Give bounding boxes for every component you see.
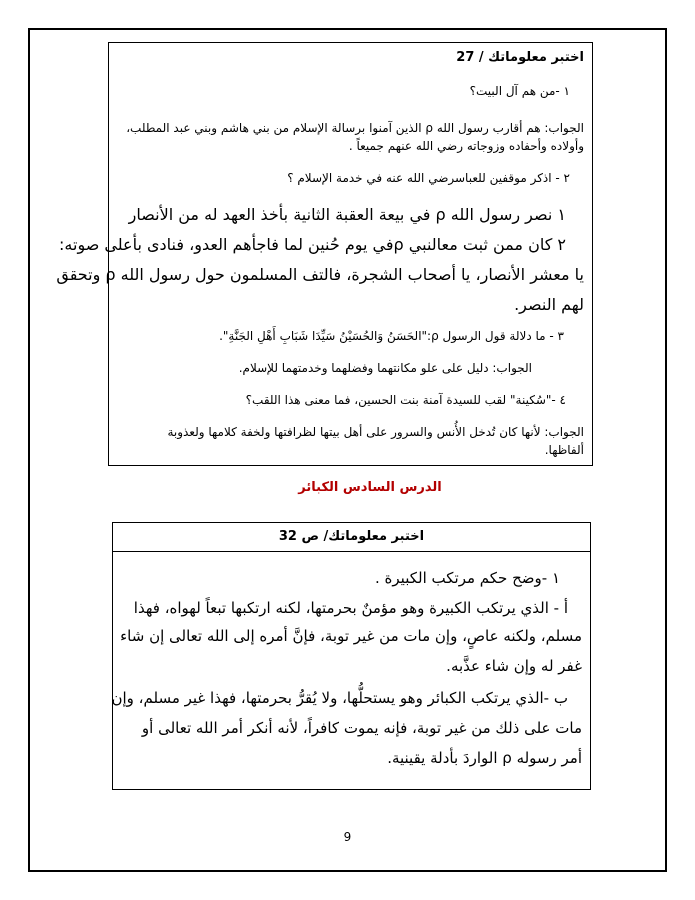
answer-2-line-1: ١ نصر رسول الله ρ في بيعة العقبة الثانية بأخذ العهد له من الأنصار bbox=[128, 205, 566, 224]
answer-b-line-2: مات على ذلك من غير توبة، فإنه يموت كافراً، لأنه أنكر أمر الله تعالى أو bbox=[141, 719, 582, 737]
question-2: ٢ - اذكر موقفين للعباسرضي الله عنه في خدمة الإسلام ؟ bbox=[287, 171, 570, 185]
question-4: ٤ -"سُكينة" لقب للسيدة آمنة بنت الحسين، فما معنى هذا اللقب؟ bbox=[245, 393, 566, 407]
box-title: اختبر معلوماتك/ ص 32 bbox=[113, 523, 590, 552]
answer-a-line-1: أ - الذي يرتكب الكبيرة وهو مؤمنٌ بحرمتها، لكنه ارتكبها تبعاً لهواه، فهذا bbox=[133, 599, 568, 617]
answer-3: الجواب: دليل على علو مكانتهما وفضلهما وخدمتهما للإسلام. bbox=[238, 361, 532, 375]
answer-2-line-2: ٢ كان ممن ثبت معالنبي ρفي يوم حُنين لما فاجأهم العدو، فنادى بأعلى صوته: bbox=[59, 235, 566, 254]
answer-2-line-4: لهم النصر. bbox=[514, 295, 584, 314]
question-1: ١ -من هم آل البيت؟ bbox=[469, 84, 570, 98]
answer-a-line-3: غفر له وإن شاء عذَّبه. bbox=[446, 657, 582, 675]
question-3: ٣ - ما دلالة قول الرسول ρ:"الحَسَنُ وَالحُسَيْنُ سَيِّدَا شَبَابِ أَهْلِ الجَنَّةِ". bbox=[219, 329, 564, 343]
page-number: 9 bbox=[343, 830, 352, 844]
lesson-title: الدرس السادس الكبائر bbox=[298, 480, 442, 495]
answer-1-line-2: وأولاده وأحفاده وزوجاته رضي الله عنهم جميعاً . bbox=[348, 139, 584, 153]
answer-a-line-2: مسلم، ولكنه عاصٍ، وإن مات من غير توبة، فإنَّ أمره إلى الله تعالى إن شاء bbox=[120, 627, 582, 645]
answer-b-line-1: ب -الذي يرتكب الكبائر وهو يستحلُّها، ولا يُقرُّ بحرمتها، فهذا غير مسلم، وإن bbox=[111, 689, 568, 707]
answer-4-line-1: الجواب: لأنها كان تُدخل الأُنس والسرور على أهل بيتها لظرافتها ولخفة كلامها ولعذوبة bbox=[167, 425, 584, 439]
answer-b-line-3: أمر رسوله ρ الواردَ بأدلة يقينية. bbox=[387, 749, 582, 767]
quiz-box-27 bbox=[56, 42, 593, 466]
quiz-box-32 bbox=[112, 522, 591, 790]
answer-4-line-2: ألفاظها. bbox=[544, 443, 584, 457]
box-title: اختبر معلوماتك / 27 bbox=[456, 50, 584, 65]
question-1: ١ -وضح حكم مرتكب الكبيرة . bbox=[375, 569, 560, 587]
answer-2-line-3: يا معشر الأنصار، يا أصحاب الشجرة، فالتف المسلمون حول رسول الله ρ وتحقق bbox=[56, 265, 584, 284]
answer-1-line-1: الجواب: هم أقارب رسول الله ρ الذين آمنوا برسالة الإسلام من بني هاشم وبني عبد المطلب، bbox=[126, 121, 584, 135]
